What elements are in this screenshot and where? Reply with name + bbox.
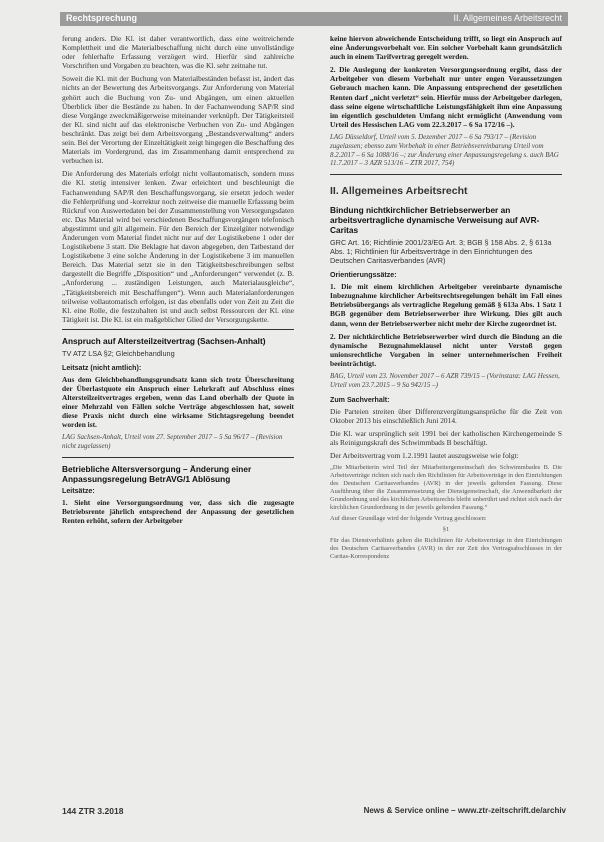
case-title: Bindung nichtkirchlicher Betriebserwerber an arbeitsvertragliche dynamische Verweisung auf AVR-Caritas	[330, 205, 540, 236]
case-title: Anspruch auf Altersteilzeitvertrag (Sachsen-Anhalt)	[62, 335, 266, 346]
header-topic: II. Allgemeines Arbeitsrecht	[453, 13, 562, 23]
right-column	[330, 34, 562, 564]
left-column	[62, 34, 294, 529]
case-title: Betriebliche Altersversorgung – Änderung einer Anpassungsregelung BetrAVG/1 Ablösung	[62, 464, 252, 485]
case-norms: TV ATZ LSA §2; Gleichbehandlung	[62, 348, 175, 358]
case-citation: BAG, Urteil vom 23. November 2017 – 6 AZR 739/15 – (Vorinstanz: LAG Hessen, Urteil vom 23.7.2015 – 9 Sa 942/15 –)	[330, 371, 560, 389]
divider	[62, 329, 294, 330]
case-headnote: Aus dem Gleichbehandlungsgrundsatz kann sich trotz Überschreitung der Überlastquote ein Anspruch einer Lehrkraft auf Abschluss eines Altersteilzeitvertrages ergeben, wenn das Land oberhalb der Quote in einer Mehrzahl von Fällen solche Verträge abgeschlossen hat, soweit diese Praxis nicht durch eine wirksame Stichtagsregelung beendet worden ist.	[62, 374, 294, 430]
section-sign: §1	[442, 526, 450, 534]
case-lead-label: Leitsätze:	[62, 487, 95, 496]
divider	[330, 174, 562, 175]
contract-quote: Für das Dienstverhältnis gelten die Richtlinien für Arbeitsverträge in den Einrichtungen des Deutschen Caritasverbandes (AVR) in der zur Zeit des Vertragsabschlusses in der Caritas-Korrespondenz	[330, 537, 562, 561]
case-norms: GRC Art. 16; Richtlinie 2001/23/EG Art. 3; BGB § 158 Abs. 2, § 613a Abs. 1; Richtlinien für Arbeitsverträge in den Einrichtungen des Deutschen Caritasverbandes (AVR)	[330, 238, 552, 266]
paragraph: ferung anders. Die Kl. ist daher verantwortlich, dass eine weitreichende Komplettheit und die Materialbeschaffung nicht durch eine unvollständige oder fehlerhafte Erfassung verzögert wird. Hierfür sind zahlreiche Vorschriften und Vorgaben zu beachten, was die Kl. sehr zeitnahe tut.	[62, 34, 294, 71]
paragraph: Die Kl. war ursprünglich seit 1991 bei der katholischen Kirchengemeinde S als Reinigungskraft des Schwimmbads B beschäftigt.	[330, 428, 562, 447]
page-number: 144 ZTR 3.2018	[62, 806, 124, 816]
case-headnote: 2. Der nichtkirchliche Betriebserwerber wird durch die Bindung an die dynamische Bezugnahmeklausel nicht unter Verstoß gegen unionsrechtliche Vorgaben in seiner unternehmerischen Freiheit beeinträchtigt.	[330, 331, 562, 368]
paragraph: Soweit die Kl. mit der Buchung von Materialbeständen befasst ist, ändert das nichts an der Bewertung des Arbeitsvorgangs. Zur Anforderung von Material gehört auch die Buchung von Zu- und Abgängen, um einen aktuellen Überblick über die Bestände zu haben. In der Fachanwendung SAP/R sind diese Vorgänge zweckmäßigerweise miteinander verknüpft. Der Tätigkeitsteil der Kl. sind nicht auf das elektronische Verbuchen von Zu- und Abgängen beschränkt. Das zeigt bei dem Arbeitsvorgang „Bestandsverwaltung“ anders sein. Bei der Verortung der Einzeltätigkeit zeigt hingegen die Beschaffung des Materials im Vordergrund, das im Zusammenhang damit entsprechend zu verbuchen ist.	[62, 74, 294, 166]
divider	[62, 457, 294, 458]
contract-quote: „Die Mitarbeiterin wird Teil der Mitarbeitergemeinschaft des Schwimmbades B. Die Arbeitsverträge richten sich nach den Richtlinien für Arbeitsverträge in den Einrichtungen des Deutschen Caritasverbandes (AVR) in der jeweils geltenden Fassung. Diese Ausführung über die Zusammensetzung der Dienstgemeinschaft, die Anwendbarkeit der Grundordnung und des kirchlichen Arbeitsrechts bleibt unberührt und richtet sich nach der kirchlichen Grundordnung in der jeweils geltenden Fassung.“	[330, 464, 562, 512]
footer-link[interactable]: News & Service online – www.ztr-zeitschrift.de/archiv	[363, 806, 566, 815]
facts-label: Zum Sachverhalt:	[330, 395, 390, 404]
case-headnote: keine hiervon abweichende Entscheidung trifft, so liegt ein Anspruch auf eine Änderungsvorbehalt vor. Ein solcher Vorbehalt kann grundsätzlich auch in einem Tarifvertrag geregelt werden.	[330, 34, 562, 62]
header-section: Rechtsprechung	[66, 13, 138, 23]
case-headnote: 1. Sieht eine Versorgungsordnung vor, dass sich die zugesagte Betriebsrente jährlich entsprechend der Anpassung der gesetzlichen Renten erhöht, sofern der Arbeitgeber	[62, 498, 294, 526]
case-headnote: 1. Die mit einem kirchlichen Arbeitgeber vereinbarte dynamische Inbezugnahme kirchlicher Arbeitsrechtsregelungen behält im Fall eines Betriebsübergangs als vertragliche Regelung gemäß § 613a Abs. 1 Satz 1 BGB gegenüber dem Betriebserwerber ihre Wirkung. Dies gilt auch dann, wenn der Betriebserwerber nicht mehr der Kirche zugeordnet ist.	[330, 282, 562, 328]
case-citation: LAG Sachsen-Anhalt, Urteil vom 27. September 2017 – 5 Sa 96/17 – (Revision nicht zugelassen)	[62, 433, 283, 451]
paragraph: Die Parteien streiten über Differenzvergütungsansprüche für die Zeit von Oktober 2013 bis einschließlich Juni 2014.	[330, 406, 562, 425]
case-lead-label: Leitsatz (nicht amtlich):	[62, 363, 142, 372]
case-headnote: 2. Die Auslegung der konkreten Versorgungsordnung ergibt, dass der Arbeitgeber von diesem Vorbehalt nur unter engen Voraussetzungen Gebrauch machen kann. Die Anpassung entsprechend der gesetzlichen Renten darf „nicht verletzt“ sein. Hierfür muss der Arbeitgeber darlegen, dass seine eigene wirtschaftliche Leistungsfähigkeit ihm eine Anpassung im eigentlich geschuldeten Umfang nicht ermöglicht (Anwendung vom Urteil des Hessischen LAG vom 22.3.2017 – 6 Sa 172/16 –).	[330, 65, 562, 129]
case-citation: LAG Düsseldorf, Urteil vom 5. Dezember 2017 – 6 Sa 793/17 – (Revision zugelassen; ebenso zum Vorbehalt in einer Betriebsvereinbarung Urteil vom 8.2.2017 – 6 Sa 1088/16 –; zur Änderung einer Anpassungsregelung s. auch BAG 11.7.2017 – 3 AZR 513/16 – ZTR 2017, 754)	[330, 132, 559, 168]
running-header	[60, 12, 568, 26]
case-lead-label: Orientierungssätze:	[330, 271, 397, 280]
section-heading: II. Allgemeines Arbeitsrecht	[330, 185, 468, 198]
paragraph: Die Anforderung des Materials erfolgt nicht vollautomatisch, sondern muss die Kl. stetig intensiver lenken. Zwar erleichtert und beschleunigt die Fachanwendung SAP/R den Beschaffungsvorgang, sie ersetzt jedoch weder die Fehlerprüfung und -korrektur noch zeitweise die manuelle Erfassung beim Rückruf von Auswertedaten bei der Zusammenstellung von Versorgungsdaten etc. Das Material wird bei verschiedenen Beschaffungsvorgängen telefonisch abgestimmt und gilt allgemein. Für den Bereich der Einzelgüter notwendige Änderungen vom Material findet nicht nur auf der Logistikebene 1 oder der Logistikebene 3 statt. Die Beklagte hat davon abgegeben, den Tatbestand der Logistikebene 3 eine solche Änderung in der Logistikebene 3 im manuellen Bereich. Das Material setzt sie in den Tätigkeitsbeschreibungen selbst dargestellt die Begriffe „Disposition“ und „Anforderungen“ verwendet (z. B. „Anforderung ... zuständigen Leistungen, auch Materialausgleiche“, „Tätigkeitsbereich mit Beschaffungen“). Wenn auch Materialanforderungen teilweise vollautomatisch erfolgen, ist das ebenfalls oder von Zeit zu Zeit die Kl. eine Rolle, die festzuhalten ist und auch selbst Ressourcen der Kl. eine Tätigkeit ist. Die Kl. ist ein maßgeblicher Glied der Versorgungskette.	[62, 169, 294, 324]
paragraph: Auf dieser Grundlage wird der folgende Vertrag geschlossen:	[330, 515, 487, 523]
paragraph: Der Arbeitsvertrag vom 1.2.1991 lautet auszugsweise wie folgt:	[330, 450, 519, 460]
